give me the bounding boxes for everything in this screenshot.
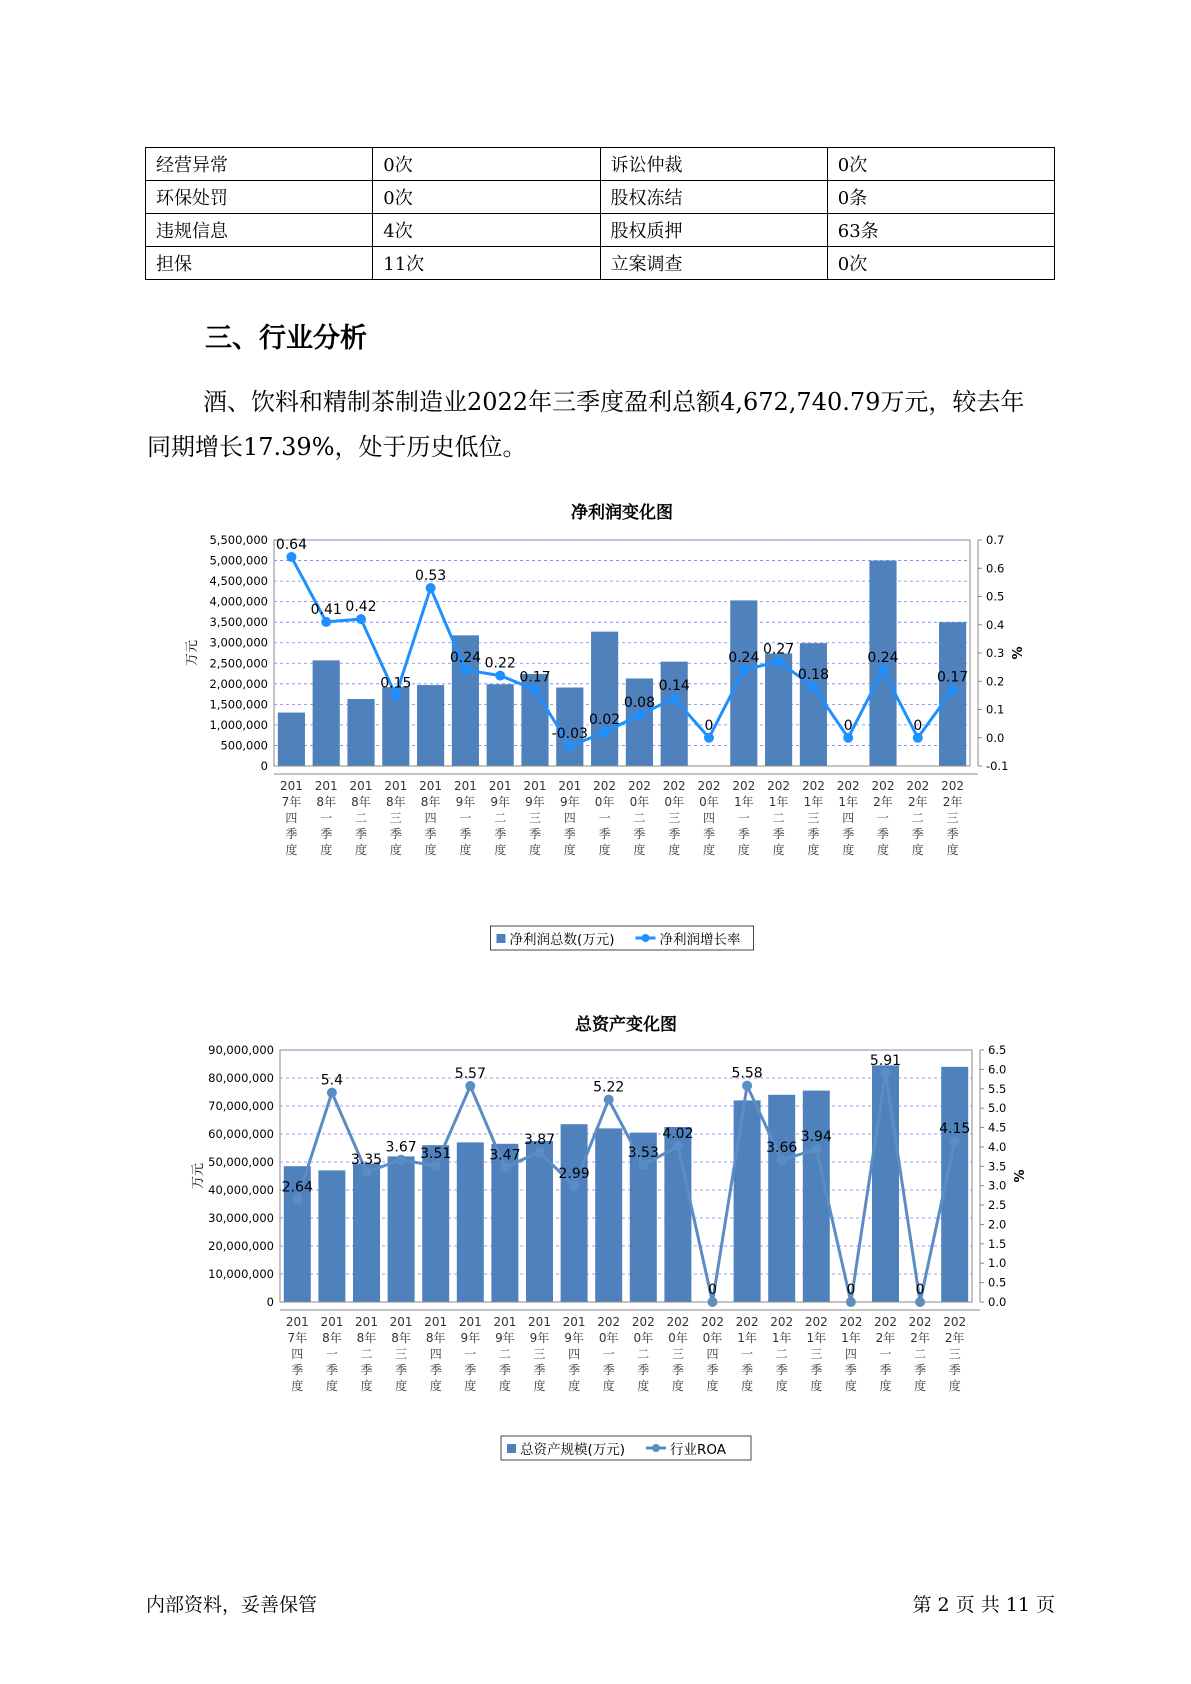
y-tick-label: 80,000,000 xyxy=(208,1071,274,1085)
data-label: 3.35 xyxy=(350,1152,383,1169)
x-tick-label: 201 8年一季度 xyxy=(320,1315,344,1393)
line-point xyxy=(913,733,923,743)
data-label: 3.87 xyxy=(523,1131,556,1148)
page-number xyxy=(912,1590,1055,1617)
y-axis-title: 万元 xyxy=(185,639,200,667)
x-tick-label: 201 9年四季度 xyxy=(558,779,582,857)
line-point xyxy=(535,1147,545,1157)
data-label: 0.41 xyxy=(310,601,342,618)
data-label: 3.47 xyxy=(489,1147,521,1164)
line-point xyxy=(530,685,540,695)
line-point xyxy=(777,1155,787,1165)
y-tick-label: 70,000,000 xyxy=(208,1099,274,1113)
x-tick-label: 202 2年一季度 xyxy=(874,1315,897,1393)
data-label: 0.22 xyxy=(484,655,516,672)
line-point xyxy=(673,1141,683,1151)
data-label: 5.4 xyxy=(320,1072,344,1089)
table-value-cell: 0次 xyxy=(373,181,600,214)
y2-tick-label: 1.5 xyxy=(988,1236,1007,1251)
line-point xyxy=(843,733,853,743)
bar xyxy=(417,685,444,766)
x-tick-label: 202 2年二季度 xyxy=(906,779,930,857)
data-label: 0 xyxy=(843,717,853,734)
legend-line-marker xyxy=(652,1444,660,1452)
x-tick-label: 202 1年三季度 xyxy=(801,779,825,857)
x-tick-label: 202 0年二季度 xyxy=(627,779,651,857)
page-mid: 页 共 xyxy=(955,1594,1000,1616)
bar xyxy=(734,1100,761,1302)
x-tick-label: 202 0年三季度 xyxy=(662,779,686,857)
y2-axis-title: % xyxy=(1011,646,1026,660)
section-paragraph: 酒、饮料和精制茶制造业2022年三季度盈利总额4,672,740.79万元，较去年同期增长17.39%，处于历史低位。 xyxy=(147,388,1025,461)
y2-tick-label: 0.0 xyxy=(986,730,1005,745)
line-point xyxy=(634,710,644,720)
page-suffix: 页 xyxy=(1035,1594,1055,1616)
legend-bar-swatch xyxy=(507,1444,516,1453)
data-label: 0.64 xyxy=(275,536,307,553)
page-prefix: 第 xyxy=(912,1594,932,1616)
data-label: 2.99 xyxy=(558,1166,590,1183)
bar xyxy=(526,1141,553,1302)
y-tick-label: 10,000,000 xyxy=(208,1267,274,1281)
y2-tick-label: 0.6 xyxy=(986,561,1005,576)
line-point xyxy=(426,583,436,593)
page-total: 11 xyxy=(1005,1594,1030,1616)
y2-tick-label: 3.0 xyxy=(988,1178,1007,1193)
y-tick-label: 4,000,000 xyxy=(209,594,268,609)
line-point xyxy=(604,1095,614,1105)
data-label: 0.53 xyxy=(415,568,447,585)
line-point xyxy=(396,1155,406,1165)
data-label: 5.22 xyxy=(593,1079,625,1096)
y2-tick-label: 5.0 xyxy=(988,1101,1007,1116)
y-tick-label: 1,500,000 xyxy=(209,697,268,712)
line-point xyxy=(565,741,575,751)
y2-tick-label: 0.2 xyxy=(986,674,1005,689)
data-label: 0 xyxy=(708,1282,717,1298)
x-tick-label: 201 9年三季度 xyxy=(523,779,547,857)
data-label: 3.51 xyxy=(420,1145,452,1162)
bar xyxy=(457,1142,484,1302)
line-point xyxy=(742,1081,752,1091)
x-tick-label: 201 8年一季度 xyxy=(314,779,338,857)
y-tick-label: 1,000,000 xyxy=(209,717,268,732)
y2-tick-label: 0.5 xyxy=(988,1275,1007,1290)
data-label: 3.67 xyxy=(385,1139,417,1156)
line-point xyxy=(600,727,610,737)
data-label: 0.18 xyxy=(797,666,829,683)
table-row xyxy=(146,148,1055,181)
x-tick-label: 202 0年四季度 xyxy=(701,1315,724,1393)
plot-area xyxy=(274,540,970,766)
y2-tick-label: 0.5 xyxy=(986,589,1005,604)
line-point xyxy=(500,1162,510,1172)
table-value-cell: 11次 xyxy=(373,247,600,280)
bar xyxy=(662,1126,694,1302)
table-value-cell: 0次 xyxy=(827,247,1054,280)
x-tick-label: 202 0年四季度 xyxy=(697,779,721,857)
x-tick-label: 202 2年三季度 xyxy=(941,779,965,857)
x-tick-label: 202 1年四季度 xyxy=(836,779,860,857)
table-key-cell: 立案调查 xyxy=(600,247,827,280)
data-label: 0.15 xyxy=(380,675,412,692)
x-tick-label: 202 0年三季度 xyxy=(666,1315,690,1393)
line-point xyxy=(569,1181,579,1191)
line-point xyxy=(881,1068,891,1078)
y-tick-label: 30,000,000 xyxy=(208,1211,274,1225)
legend xyxy=(491,926,754,950)
y2-tick-label: 0.0 xyxy=(988,1295,1007,1309)
table-row xyxy=(146,181,1055,214)
y2-tick-label: 6.5 xyxy=(988,1043,1007,1057)
x-tick-label: 202 2年三季度 xyxy=(943,1315,967,1393)
data-label: 3.66 xyxy=(766,1140,798,1157)
x-tick-label: 201 9年三季度 xyxy=(528,1315,551,1393)
x-tick-label: 202 2年二季度 xyxy=(908,1315,932,1393)
y-tick-label: 90,000,000 xyxy=(208,1043,274,1057)
y-tick-label: 2,500,000 xyxy=(209,656,268,671)
table-row xyxy=(146,214,1055,247)
data-label: 4.02 xyxy=(662,1126,694,1143)
bar xyxy=(765,653,792,766)
y-tick-label: 4,500,000 xyxy=(209,574,268,589)
x-tick-label: 201 8年二季度 xyxy=(349,779,373,857)
table-key-cell: 环保处罚 xyxy=(146,181,373,214)
x-tick-label: 202 1年四季度 xyxy=(839,1315,863,1393)
data-label: 3.94 xyxy=(800,1129,832,1146)
data-label: 0 xyxy=(915,1282,925,1298)
bar xyxy=(872,1065,899,1302)
y2-tick-label: 1.0 xyxy=(988,1256,1007,1271)
line-point xyxy=(286,552,296,562)
x-tick-label: 202 1年二季度 xyxy=(767,779,791,857)
x-tick-label: 202 1年二季度 xyxy=(770,1315,794,1393)
y-tick-label: 3,000,000 xyxy=(209,635,268,650)
y2-tick-label: 0.3 xyxy=(986,646,1005,660)
legend-label: 行业ROA xyxy=(670,1442,727,1458)
line-point xyxy=(950,1136,960,1146)
bar xyxy=(318,1170,345,1302)
bar xyxy=(797,643,829,766)
data-label: 0.24 xyxy=(867,649,899,666)
x-tick-label: 201 8年四季度 xyxy=(419,779,443,857)
y2-tick-label: 0.4 xyxy=(986,617,1005,632)
table-value-cell: 0次 xyxy=(827,148,1054,181)
y-tick-label: 0 xyxy=(266,1295,274,1309)
bar xyxy=(766,1095,798,1302)
bar xyxy=(623,678,655,766)
x-tick-label: 201 7年四季度 xyxy=(285,1315,309,1393)
data-label: 0 xyxy=(704,717,714,734)
line-point xyxy=(739,665,749,675)
y-tick-label: 2,000,000 xyxy=(209,676,268,691)
line-point xyxy=(327,1088,337,1098)
line-point xyxy=(460,665,470,675)
table-value-cell: 0条 xyxy=(827,181,1054,214)
table-key-cell: 经营异常 xyxy=(146,148,373,181)
bar xyxy=(728,600,760,766)
line-point xyxy=(431,1161,441,1171)
bar xyxy=(347,699,374,766)
y-tick-label: 5,500,000 xyxy=(209,533,268,547)
x-tick-label: 201 8年四季度 xyxy=(424,1315,448,1393)
risk-table xyxy=(145,147,1055,280)
data-label: 0.24 xyxy=(449,649,481,666)
y2-tick-label: 3.5 xyxy=(988,1159,1007,1174)
data-label: 0 xyxy=(846,1282,856,1298)
line-point xyxy=(811,1144,821,1154)
x-tick-label: 201 7年四季度 xyxy=(279,779,303,857)
table-row xyxy=(146,247,1055,280)
x-tick-label: 201 9年二季度 xyxy=(488,779,512,857)
table-key-cell: 股权冻结 xyxy=(600,181,827,214)
table-value-cell: 4次 xyxy=(373,214,600,247)
line-point xyxy=(292,1195,302,1205)
x-tick-label: 201 9年四季度 xyxy=(562,1315,586,1393)
table-key-cell: 担保 xyxy=(146,247,373,280)
y2-tick-label: 0.1 xyxy=(986,702,1005,717)
data-label: 0.08 xyxy=(623,695,655,712)
plot-area xyxy=(280,1050,972,1302)
x-tick-label: 201 8年三季度 xyxy=(389,1315,413,1393)
x-tick-label: 202 0年二季度 xyxy=(631,1315,655,1393)
y-tick-label: 50,000,000 xyxy=(208,1155,274,1169)
table-value-cell: 0次 xyxy=(373,148,600,181)
x-tick-label: 202 2年一季度 xyxy=(871,779,895,857)
y2-tick-label: 2.0 xyxy=(988,1217,1007,1232)
data-label: 0.14 xyxy=(658,678,690,695)
data-label: 0.42 xyxy=(345,599,377,616)
line-point xyxy=(362,1167,372,1177)
bar xyxy=(353,1163,380,1302)
bar xyxy=(313,660,340,766)
y-tick-label: 20,000,000 xyxy=(208,1239,274,1253)
x-tick-label: 201 9年一季度 xyxy=(458,1315,482,1393)
x-tick-label: 201 8年二季度 xyxy=(355,1315,378,1393)
section-title: 三、行业分析 xyxy=(205,323,367,354)
y-tick-label: 60,000,000 xyxy=(208,1127,274,1141)
data-label: 0.24 xyxy=(728,649,760,666)
line-point xyxy=(704,733,714,743)
bar xyxy=(595,1128,622,1302)
y2-tick-label: 6.0 xyxy=(988,1062,1007,1077)
bar xyxy=(558,1124,590,1302)
y2-tick-label: 4.5 xyxy=(988,1120,1007,1135)
bar xyxy=(388,1156,415,1302)
x-tick-label: 201 9年二季度 xyxy=(493,1315,517,1393)
x-tick-label: 201 9年一季度 xyxy=(453,779,477,857)
data-label: 5.57 xyxy=(454,1066,486,1083)
data-label: 3.53 xyxy=(627,1145,659,1162)
data-label: 0.02 xyxy=(589,712,621,729)
y-tick-label: 500,000 xyxy=(220,738,268,753)
chart-title: 净利润变化图 xyxy=(571,503,673,523)
line-point xyxy=(774,656,784,666)
page-current: 2 xyxy=(937,1594,950,1616)
data-label: 5.91 xyxy=(869,1052,902,1069)
legend-label: 净利润总数(万元) xyxy=(509,932,615,948)
table-key-cell: 违规信息 xyxy=(146,214,373,247)
data-label: 0.17 xyxy=(937,669,969,686)
data-label: -0.03 xyxy=(551,726,588,743)
total-assets-chart xyxy=(170,1012,1050,1482)
x-tick-label: 202 1年一季度 xyxy=(735,1315,759,1393)
y2-tick-label: 0.7 xyxy=(986,533,1005,547)
x-tick-label: 202 0年一季度 xyxy=(593,779,617,857)
line-point xyxy=(878,665,888,675)
y2-tick-label: 2.5 xyxy=(988,1198,1007,1213)
data-label: 5.58 xyxy=(731,1065,763,1082)
x-tick-label: 202 1年三季度 xyxy=(804,1315,828,1393)
table-key-cell: 股权质押 xyxy=(600,214,827,247)
y2-axis-title: % xyxy=(1013,1169,1028,1183)
y-tick-label: 3,500,000 xyxy=(209,615,268,630)
line-point xyxy=(356,614,366,624)
data-label: 4.15 xyxy=(939,1121,971,1138)
y-tick-label: 40,000,000 xyxy=(208,1183,274,1197)
table-value-cell: 63条 xyxy=(827,214,1054,247)
line-point xyxy=(638,1160,648,1170)
legend-line-marker xyxy=(642,934,650,942)
x-tick-label: 201 8年三季度 xyxy=(384,779,408,857)
y2-tick-label: 5.5 xyxy=(988,1081,1007,1096)
bar xyxy=(278,713,305,766)
y2-tick-label: 4.0 xyxy=(988,1139,1007,1154)
line-point xyxy=(495,671,505,681)
chart-title: 总资产变化图 xyxy=(575,1015,677,1035)
data-label: 0 xyxy=(913,717,923,734)
line-point xyxy=(669,693,679,703)
table-key-cell: 诉讼仲裁 xyxy=(600,148,827,181)
y-tick-label: 0 xyxy=(260,759,268,773)
data-label: 0.27 xyxy=(763,641,795,658)
x-tick-label: 202 0年一季度 xyxy=(597,1315,621,1393)
line-point xyxy=(321,617,331,627)
legend-label: 总资产规模(万元) xyxy=(520,1442,626,1458)
data-label: 2.64 xyxy=(281,1179,313,1196)
legend-label: 净利润增长率 xyxy=(659,932,741,948)
line-point xyxy=(465,1081,475,1091)
legend xyxy=(501,1436,751,1460)
y-tick-label: 5,000,000 xyxy=(209,553,268,568)
y2-tick-label: -0.1 xyxy=(986,759,1009,773)
data-label: 0.17 xyxy=(519,669,551,686)
x-tick-label: 202 1年一季度 xyxy=(732,779,756,857)
footer-note: 内部资料，妥善保管 xyxy=(146,1594,318,1616)
line-point xyxy=(391,690,401,700)
bar xyxy=(487,684,514,766)
bar xyxy=(589,632,621,766)
line-point xyxy=(948,685,958,695)
y-axis-title: 万元 xyxy=(191,1162,206,1190)
legend-bar-swatch xyxy=(497,934,506,943)
net-profit-chart xyxy=(170,500,1050,975)
line-point xyxy=(808,682,818,692)
